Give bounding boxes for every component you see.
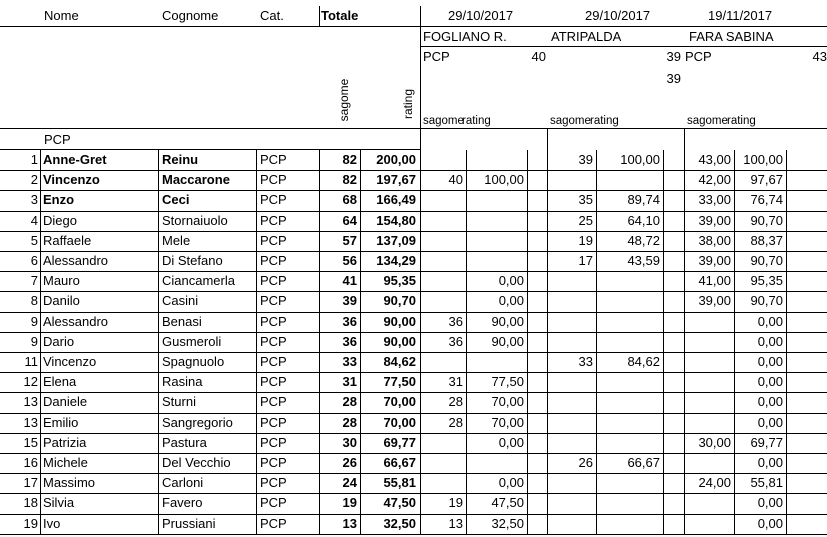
- cell-event-2-sagome: [550, 291, 593, 311]
- cell-event-2-sagome: 19: [578, 232, 593, 248]
- cell-total-rating: 134,29: [376, 253, 416, 268]
- cell-last-name: Favero: [162, 495, 203, 511]
- cell-category: PCP: [260, 434, 287, 450]
- cell-first-name: Dario: [43, 333, 75, 349]
- cell-total-sagome: 19: [342, 495, 357, 511]
- cell-event-2-rating: 64,10: [627, 212, 660, 228]
- cell-last-name: Casini: [162, 293, 199, 309]
- event-3-place: FARA SABINA: [689, 29, 774, 44]
- cell-last-name: Prussiani: [162, 515, 216, 531]
- cell-event-2-sagome: [550, 312, 593, 332]
- cell-event-1-rating: [468, 150, 524, 170]
- cell-category: PCP: [260, 374, 287, 390]
- cell-category: PCP: [260, 333, 287, 349]
- cell-event-1-sagome: 36: [448, 333, 463, 349]
- cell-first-name: Silvia: [43, 495, 75, 511]
- cell-event-2-sagome: [550, 473, 593, 493]
- cell-event-3-rating: 90,70: [750, 293, 783, 309]
- cell-total-rating: 166,49: [376, 192, 416, 208]
- cell-event-1-sagome: 40: [448, 172, 463, 188]
- cell-last-name: Spagnuolo: [162, 354, 225, 369]
- cell-event-1-sagome: [423, 433, 463, 453]
- cell-last-name: Di Stefano: [162, 253, 223, 268]
- col-header-totale: Totale: [321, 8, 359, 23]
- cell-event-2-rating: 89,74: [627, 192, 660, 208]
- cell-position: 1: [30, 152, 38, 167]
- cell-category: PCP: [260, 152, 287, 167]
- cell-last-name: Ciancamerla: [162, 273, 235, 289]
- cell-event-3-sagome: [687, 453, 731, 473]
- cell-event-3-sagome: 41,00: [698, 273, 731, 289]
- cell-event-1-sagome: [423, 291, 463, 311]
- cell-event-2-sagome: 35: [578, 192, 593, 208]
- cell-event-2-rating: 48,72: [627, 232, 660, 248]
- cell-total-sagome: 82: [342, 152, 357, 167]
- cell-position: 11: [24, 354, 38, 369]
- event-3-count: 43: [812, 49, 827, 64]
- cell-event-1-rating: [468, 211, 524, 231]
- cell-event-3-rating: 90,70: [750, 253, 783, 268]
- cell-event-1-rating: 0,00: [498, 293, 524, 309]
- cell-last-name: Carloni: [162, 475, 204, 491]
- cell-event-1-sagome: 31: [448, 374, 463, 390]
- cell-position: 9: [30, 313, 38, 329]
- cell-event-1-rating: [468, 231, 524, 251]
- cell-event-1-sagome: 13: [448, 515, 463, 531]
- cell-position: 3: [30, 192, 38, 208]
- col-header-sagome: sagome: [337, 78, 351, 122]
- cell-event-2-rating: [598, 514, 660, 534]
- cell-category: PCP: [260, 354, 287, 369]
- cell-first-name: Vincenzo: [43, 172, 100, 188]
- cell-event-3-rating: 69,77: [750, 434, 783, 450]
- cell-event-2-rating: [598, 271, 660, 291]
- cell-total-sagome: 30: [342, 434, 357, 450]
- cell-category: PCP: [260, 212, 287, 228]
- cell-last-name: Ceci: [162, 192, 190, 208]
- cell-first-name: Anne-Gret: [43, 152, 107, 167]
- cell-total-rating: 70,00: [383, 394, 416, 410]
- cell-event-3-rating: 0,00: [757, 374, 783, 390]
- cell-event-3-rating: 95,35: [750, 273, 783, 289]
- cell-event-1-sagome: [423, 190, 463, 210]
- cell-category: PCP: [260, 495, 287, 511]
- cell-event-2-sagome: 33: [578, 354, 593, 369]
- cell-event-2-rating: [598, 392, 660, 412]
- cell-event-2-rating: [598, 312, 660, 332]
- cell-event-2-rating: 100,00: [620, 152, 660, 167]
- event-1-sub-sagome: sagome: [423, 115, 464, 127]
- cell-event-2-sagome: [550, 493, 593, 513]
- event-1-sub-rating: rating: [462, 115, 491, 127]
- cell-total-sagome: 28: [342, 394, 357, 410]
- cell-event-2-rating: 84,62: [627, 354, 660, 369]
- event-2-place: ATRIPALDA: [551, 29, 622, 44]
- cell-event-2-rating: [598, 372, 660, 392]
- cell-total-rating: 32,50: [383, 515, 416, 531]
- cell-first-name: Vincenzo: [43, 354, 97, 369]
- cell-event-3-sagome: [687, 352, 731, 372]
- cell-position: 19: [23, 515, 38, 531]
- cell-total-rating: 200,00: [376, 152, 416, 167]
- col-header-cognome: Cognome: [162, 8, 219, 23]
- cell-event-1-rating: [468, 352, 524, 372]
- cell-event-2-sagome: 25: [578, 212, 593, 228]
- cell-position: 16: [23, 455, 38, 470]
- cell-event-3-rating: 90,70: [750, 212, 783, 228]
- cell-total-sagome: 36: [342, 313, 357, 329]
- cell-event-2-sagome: [550, 372, 593, 392]
- cell-event-1-sagome: [423, 211, 463, 231]
- cell-category: PCP: [260, 192, 287, 208]
- cell-position: 13: [23, 414, 38, 430]
- cell-event-3-sagome: 39,00: [698, 293, 731, 309]
- cell-event-2-sagome: [550, 392, 593, 412]
- cell-position: 9: [30, 333, 38, 349]
- cell-total-sagome: 31: [342, 374, 357, 390]
- cell-event-3-rating: 0,00: [757, 515, 783, 531]
- cell-total-rating: 154,80: [376, 212, 416, 228]
- cell-total-sagome: 68: [342, 192, 357, 208]
- event-1-date: 29/10/2017: [448, 8, 514, 23]
- cell-event-2-rating: [598, 493, 660, 513]
- cell-event-2-rating: [598, 413, 660, 433]
- cell-event-3-sagome: [687, 392, 731, 412]
- cell-category: PCP: [260, 253, 287, 268]
- cell-category: PCP: [260, 475, 287, 491]
- cell-event-1-sagome: [423, 251, 463, 271]
- cell-event-1-sagome: 28: [448, 414, 463, 430]
- cell-position: 7: [30, 273, 38, 289]
- cell-event-3-rating: 76,74: [750, 192, 783, 208]
- cell-position: 2: [30, 172, 38, 188]
- cell-event-3-rating: 55,81: [750, 475, 783, 491]
- event-3-sub-rating: rating: [727, 115, 756, 127]
- cell-event-2-rating: 43,59: [627, 253, 660, 268]
- cell-last-name: Mele: [162, 232, 191, 248]
- event-1-cat: PCP: [423, 49, 450, 64]
- cell-first-name: Patrizia: [43, 434, 87, 450]
- cell-first-name: Ivo: [43, 515, 61, 531]
- cell-total-sagome: 36: [342, 333, 357, 349]
- cell-event-3-sagome: 39,00: [698, 212, 731, 228]
- cell-total-sagome: 57: [342, 232, 357, 248]
- cell-event-3-sagome: 38,00: [698, 232, 731, 248]
- event-1-place: FOGLIANO R.: [423, 29, 507, 44]
- cell-last-name: Maccarone: [162, 172, 230, 188]
- cell-event-3-sagome: 42,00: [698, 172, 731, 188]
- cell-event-1-rating: 0,00: [498, 273, 524, 289]
- cell-total-rating: 77,50: [383, 374, 416, 390]
- cell-last-name: Rasina: [162, 374, 203, 390]
- col-header-rating: rating: [401, 88, 415, 120]
- event-2-date: 29/10/2017: [585, 8, 651, 23]
- cell-event-2-sagome: [550, 271, 593, 291]
- cell-event-3-sagome: 39,00: [698, 253, 731, 268]
- cell-event-3-sagome: [687, 372, 731, 392]
- cell-first-name: Enzo: [43, 192, 75, 208]
- cell-first-name: Mauro: [43, 273, 80, 289]
- cell-category: PCP: [260, 414, 287, 430]
- cell-event-3-rating: 88,37: [750, 232, 783, 248]
- cell-event-3-sagome: [687, 514, 731, 534]
- cell-category: PCP: [260, 232, 287, 248]
- event-3-date: 19/11/2017: [708, 8, 773, 23]
- cell-total-rating: 66,67: [383, 455, 416, 470]
- cell-position: 15: [23, 434, 38, 450]
- event-2-count: 39: [666, 49, 681, 64]
- cell-category: PCP: [260, 273, 287, 289]
- cell-total-rating: 137,09: [376, 232, 416, 248]
- event-3-sub-sagome: sagome: [687, 115, 728, 127]
- cell-position: 8: [30, 293, 38, 309]
- cell-first-name: Alessandro: [43, 313, 109, 329]
- cell-event-2-rating: [598, 473, 660, 493]
- cell-event-2-rating: [598, 170, 660, 190]
- cell-event-3-sagome: 30,00: [698, 434, 731, 450]
- cell-event-3-rating: 0,00: [757, 495, 783, 511]
- cell-event-1-sagome: [423, 150, 463, 170]
- cell-event-3-rating: 0,00: [757, 455, 783, 470]
- cell-event-1-rating: [468, 453, 524, 473]
- cell-event-1-sagome: [423, 453, 463, 473]
- cell-last-name: Pastura: [162, 434, 207, 450]
- event-2-sub-sagome: sagome: [550, 115, 591, 127]
- cell-event-1-rating: 70,00: [491, 414, 524, 430]
- cell-total-rating: 84,62: [383, 354, 416, 369]
- cell-category: PCP: [260, 515, 287, 531]
- cell-position: 4: [30, 212, 38, 228]
- event-2-sub-rating: rating: [590, 115, 619, 127]
- cell-total-sagome: 13: [342, 515, 357, 531]
- cell-total-sagome: 33: [342, 354, 357, 369]
- cell-event-2-rating: [598, 332, 660, 352]
- cell-event-3-rating: 0,00: [757, 333, 783, 349]
- cell-category: PCP: [260, 455, 287, 470]
- cell-event-3-rating: 97,67: [750, 172, 783, 188]
- cell-event-1-rating: 0,00: [498, 475, 524, 491]
- cell-event-1-rating: [468, 190, 524, 210]
- cell-event-1-rating: [468, 251, 524, 271]
- cell-last-name: Sangregorio: [162, 414, 233, 430]
- cell-event-1-rating: 0,00: [498, 434, 524, 450]
- cell-first-name: Alessandro: [43, 253, 109, 268]
- cell-event-1-rating: 90,00: [491, 333, 524, 349]
- cell-total-sagome: 26: [342, 455, 357, 470]
- cell-position: 5: [30, 232, 38, 248]
- cell-event-3-sagome: [687, 493, 731, 513]
- cell-event-3-rating: 0,00: [757, 313, 783, 329]
- cell-event-1-sagome: 36: [448, 313, 463, 329]
- cell-event-3-rating: 0,00: [757, 354, 783, 369]
- col-header-cat: Cat.: [260, 8, 284, 23]
- cell-total-rating: 90,70: [383, 293, 416, 309]
- event-2-count-2: 39: [666, 71, 681, 86]
- cell-total-sagome: 41: [342, 273, 357, 289]
- cell-event-2-sagome: 39: [578, 152, 593, 167]
- cell-last-name: Sturni: [162, 394, 196, 410]
- cell-event-1-rating: 77,50: [491, 374, 524, 390]
- cell-first-name: Michele: [43, 455, 88, 470]
- cell-event-2-sagome: 26: [578, 455, 593, 470]
- cell-category: PCP: [260, 293, 287, 309]
- cell-total-sagome: 39: [342, 293, 357, 309]
- cell-event-2-rating: [598, 433, 660, 453]
- cell-event-1-rating: 90,00: [491, 313, 524, 329]
- cell-total-rating: 197,67: [376, 172, 416, 188]
- cell-total-rating: 55,81: [383, 475, 416, 491]
- cell-event-1-sagome: [423, 271, 463, 291]
- cell-total-sagome: 24: [342, 475, 357, 491]
- cell-total-rating: 70,00: [383, 414, 416, 430]
- col-header-nome: Nome: [44, 8, 79, 23]
- cell-total-rating: 90,00: [383, 333, 416, 349]
- cell-position: 12: [23, 374, 38, 390]
- cell-position: 17: [23, 475, 38, 491]
- group-label: PCP: [44, 132, 71, 147]
- cell-event-3-rating: 0,00: [757, 394, 783, 410]
- cell-event-2-rating: [598, 291, 660, 311]
- cell-first-name: Diego: [43, 212, 77, 228]
- cell-total-rating: 47,50: [383, 495, 416, 511]
- cell-event-1-sagome: 19: [448, 495, 463, 511]
- cell-event-3-rating: 100,00: [743, 152, 783, 167]
- cell-total-rating: 69,77: [383, 434, 416, 450]
- cell-event-3-sagome: [687, 413, 731, 433]
- cell-event-3-sagome: 33,00: [698, 192, 731, 208]
- cell-total-rating: 90,00: [383, 313, 416, 329]
- cell-event-2-sagome: [550, 514, 593, 534]
- cell-first-name: Daniele: [43, 394, 88, 410]
- cell-event-1-rating: 32,50: [491, 515, 524, 531]
- cell-first-name: Massimo: [43, 475, 96, 491]
- cell-event-2-sagome: 17: [578, 253, 593, 268]
- cell-position: 13: [23, 394, 38, 410]
- cell-event-1-sagome: [423, 473, 463, 493]
- cell-event-1-rating: 47,50: [491, 495, 524, 511]
- cell-category: PCP: [260, 172, 287, 188]
- cell-category: PCP: [260, 313, 287, 329]
- cell-first-name: Emilio: [43, 414, 79, 430]
- cell-first-name: Elena: [43, 374, 77, 390]
- cell-event-3-sagome: 43,00: [698, 152, 731, 167]
- cell-event-2-sagome: [550, 433, 593, 453]
- cell-first-name: Danilo: [43, 293, 80, 309]
- cell-event-2-sagome: [550, 332, 593, 352]
- cell-last-name: Stornaiuolo: [162, 212, 228, 228]
- cell-first-name: Raffaele: [43, 232, 92, 248]
- event-3-cat: PCP: [685, 49, 712, 64]
- event-1-count: 40: [531, 49, 546, 64]
- cell-event-2-sagome: [550, 413, 593, 433]
- cell-total-rating: 95,35: [383, 273, 416, 289]
- cell-event-3-sagome: 24,00: [698, 475, 731, 491]
- cell-total-sagome: 64: [342, 212, 357, 228]
- cell-event-3-sagome: [687, 312, 731, 332]
- cell-last-name: Reinu: [162, 152, 199, 167]
- cell-last-name: Benasi: [162, 313, 202, 329]
- cell-category: PCP: [260, 394, 287, 410]
- cell-event-1-sagome: [423, 231, 463, 251]
- cell-event-2-rating: 66,67: [627, 455, 660, 470]
- cell-position: 6: [30, 253, 38, 268]
- cell-event-1-rating: 100,00: [484, 172, 524, 188]
- cell-total-sagome: 28: [342, 414, 357, 430]
- cell-event-1-sagome: 28: [448, 394, 463, 410]
- cell-total-sagome: 82: [342, 172, 357, 188]
- cell-event-1-sagome: [423, 352, 463, 372]
- cell-last-name: Gusmeroli: [162, 333, 222, 349]
- cell-event-2-sagome: [550, 170, 593, 190]
- cell-event-3-sagome: [687, 332, 731, 352]
- cell-position: 18: [23, 495, 38, 511]
- cell-event-1-rating: 70,00: [491, 394, 524, 410]
- cell-event-3-rating: 0,00: [757, 414, 783, 430]
- cell-total-sagome: 56: [342, 253, 357, 268]
- cell-last-name: Del Vecchio: [162, 455, 231, 470]
